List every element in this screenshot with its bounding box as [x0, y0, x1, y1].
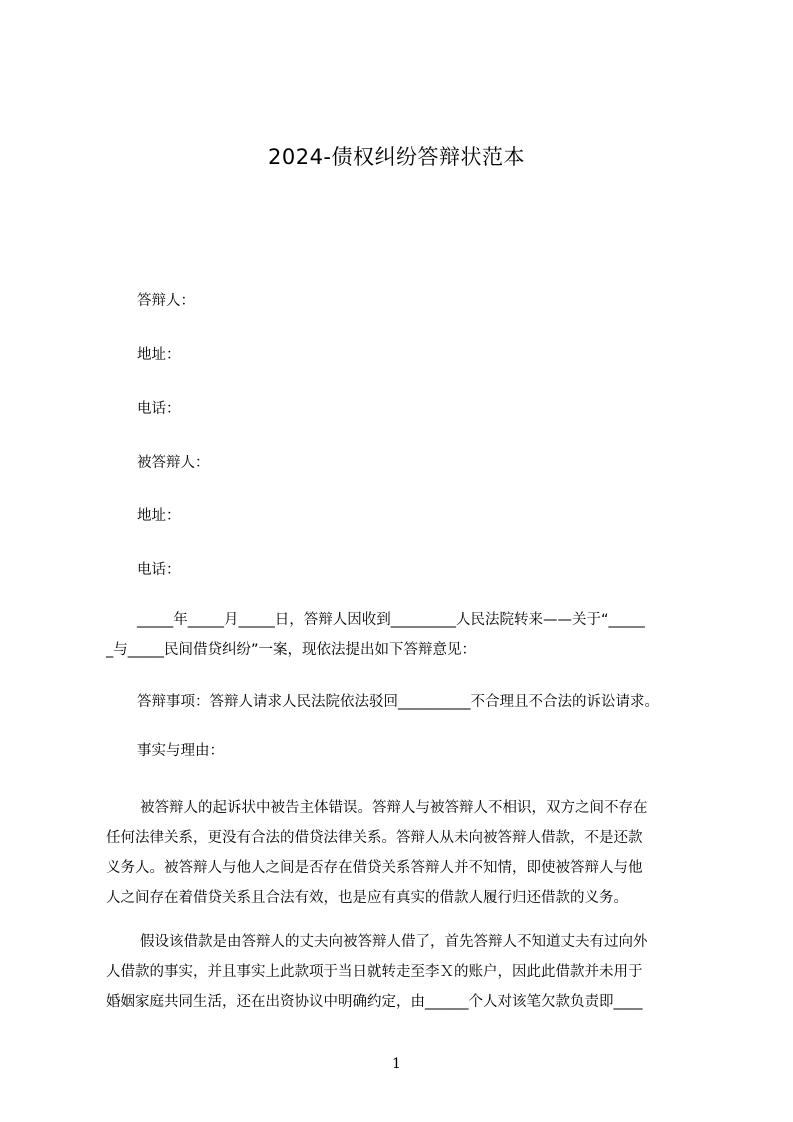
paragraph-line: _____年_____月_____日，答辩人因收到_________人民法院转来——关于“_____: [137, 612, 645, 628]
paragraph-line: 任何法律关系，更没有合法的借贷法律关系。答辩人从未向被答辩人借款，不是还款: [106, 830, 643, 846]
claimant-label: 被答辩人：: [137, 455, 210, 471]
paragraph-line: 人之间存在着借贷关系且合法有效，也是应有真实的借款人履行归还借款的义务。: [106, 890, 628, 906]
paragraph-line: 被答辩人的起诉状中被告主体错误。答辩人与被答辩人不相识，双方之间不存在: [140, 800, 648, 816]
claimant-phone-label: 电话：: [137, 562, 181, 578]
paragraph-line: 义务人。被答辩人与他人之间是否存在借贷关系答辩人并不知情，即使被答辩人与他: [106, 860, 643, 876]
page-number: 1: [392, 1056, 401, 1072]
paragraph-line: 答辩事项：答辩人请求人民法院依法驳回__________不合理且不合法的诉讼请求。: [137, 694, 659, 710]
paragraph-line: 人借款的事实，并且事实上此款项于当日就转走至李Ｘ的账户，因此此借款并未用于: [106, 964, 643, 980]
paragraph-line: _与_____民间借贷纠纷”一案，现依法提出如下答辩意见：: [106, 642, 477, 658]
claimant-address-label: 地址：: [137, 508, 181, 524]
facts-heading: [137, 736, 733, 766]
intro-paragraph: [106, 605, 703, 665]
paragraph-line: 婚姻家庭共同生活，还在出资协议中明确约定，由______个人对该笔欠款负责即____: [106, 994, 643, 1010]
defense-matters-paragraph: [137, 687, 707, 717]
respondent-label: 答辩人：: [137, 293, 195, 309]
paragraph-line: 假设该借款是由答辩人的丈夫向被答辩人借了，首先答辩人不知道丈夫有过向外: [140, 934, 648, 950]
respondent-phone-label: 电话：: [137, 401, 181, 417]
respondent-address-label: 地址：: [137, 347, 181, 363]
document-title: 2024-债权纠纷答辩状范本: [267, 145, 526, 169]
facts-paragraph-2: [106, 927, 702, 1017]
facts-paragraph-1: [106, 793, 702, 913]
paragraph-line: 事实与理由：: [137, 743, 224, 759]
